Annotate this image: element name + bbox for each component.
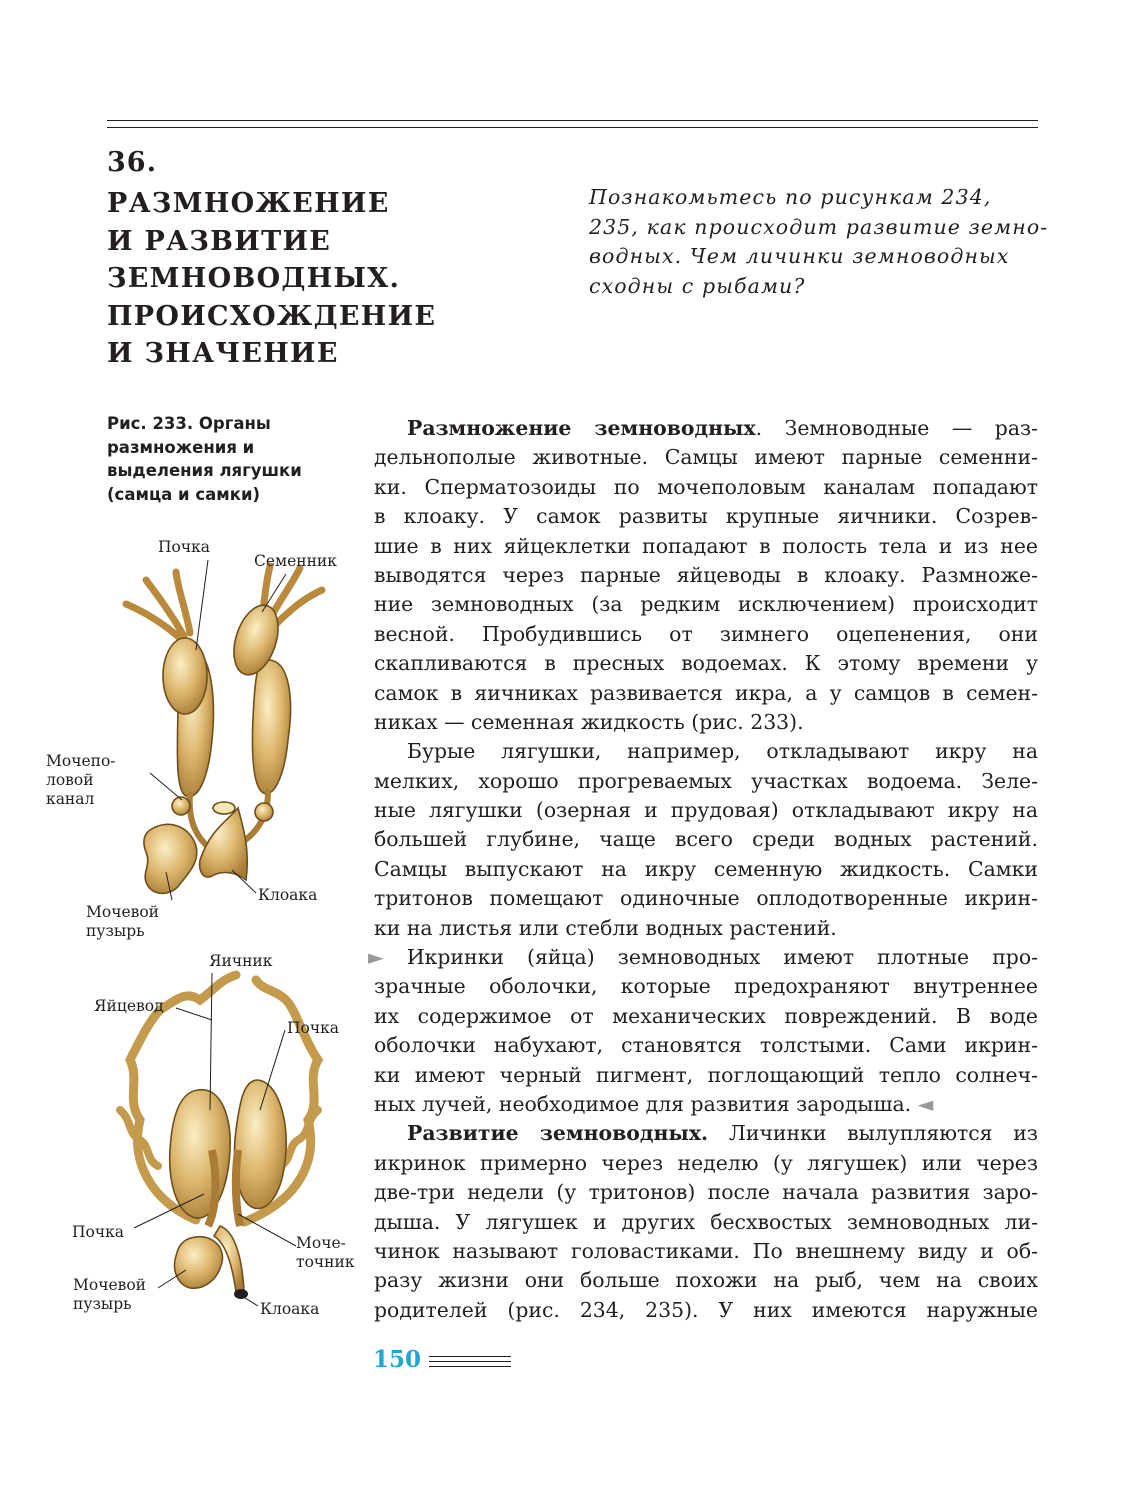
text-line: Бурые лягушки, например, откладывают икру на [407,739,1038,764]
intro-question [589,183,1049,301]
title-line: РАЗМНОЖЕНИЕ [107,188,390,219]
text-line: весной. Пробудившись от зимнего оцепенения, они [374,621,1038,646]
label-line: пузырь [73,1295,132,1313]
text-line: никах — семенная жидкость (рис. 233). [374,709,804,734]
label-line: пузырь [86,922,145,940]
text-line: дельнополые животные. Самцы имеют парные семенни- [374,445,1038,470]
text-line: Размножение земноводных. Земноводные — раз- [407,416,1039,440]
intro-line: водных. Чем личинки земноводных [589,244,1010,268]
text-line: дыша. У лягушек и других бесхвостых земноводных ли- [374,1209,1038,1234]
label-ureter [296,1234,355,1272]
label-male-cloaca: Клоака [258,886,318,904]
text-line: ки имеют черный пигмент, поглощающий тепло солнеч- [374,1062,1038,1087]
subheading-development: Развитие земноводных. [407,1121,709,1146]
text-line: большей глубине, чаще всего среди водных растений. [374,827,1038,852]
text-line: мелких, хорошо прогреваемых участках водоема. Зеле- [374,768,1038,793]
label-line: точник [296,1253,355,1271]
label-male-bladder [86,903,159,941]
intro-line: 235, как происходит развитие земно- [589,214,1049,239]
text-line: родителей (рис. 234, 235). У них имеются наружные [374,1297,1038,1322]
title-line: ПРОИСХОЖДЕНИЕ [107,300,437,332]
intro-line: сходны с рыбами? [589,273,806,298]
intro-line: Познакомьтесь по рисункам 234, [589,185,992,209]
label-female-cloaca: Клоака [260,1300,320,1318]
title-line: ЗЕМНОВОДНЫХ. [107,263,401,294]
subheading-reproduction: Размножение земноводных [407,416,756,440]
text-line: оболочки набухают, становятся толстыми. Сами икрин- [374,1033,1038,1058]
label-line: Мочевой [86,903,160,921]
page-number-rule [429,1361,511,1362]
label-male-kidney: Почка [158,538,211,556]
label-line: Мочевой [73,1276,147,1294]
caption-line: (самца и самки) [107,484,261,504]
margin-marker-start: ► [368,945,384,970]
text-line: в клоаку. У самок развиты крупные яичники. Созрев- [374,504,1038,529]
label-oviduct: Яйцевод [94,997,164,1015]
text-line: Развитие земноводных. Личинки вылупляются из [407,1121,1038,1146]
title-line: И РАЗВИТИЕ [107,225,332,257]
page-number-rule [429,1366,511,1367]
label-female-kidney-left: Почка [72,1223,125,1241]
title-line: И ЗНАЧЕНИЕ [107,338,339,369]
margin-marker-end: ◄ [917,1091,934,1116]
section-number: 36. [107,147,157,178]
text-line: икринок примерно через неделю (у лягушек) или через [374,1150,1038,1175]
text-line: две-три недели (у тритонов) после начала развития заро- [374,1180,1038,1205]
label-ovary: Яичник [209,952,273,970]
label-female-kidney-top: Почка [287,1019,340,1037]
label-line: канал [46,790,95,808]
text-line: ки на листья или стебли водных растений. [374,915,837,940]
label-urogenital-duct [46,752,116,809]
frog-organs-illustration [0,0,380,1340]
page-number-rule [429,1356,511,1357]
text-line: ние земноводных (за редким исключением) происходит [374,592,1038,617]
text-line: их содержимое от механических повреждений. В воде [374,1003,1038,1028]
text-line: ные лягушки (озерная и прудовая) откладывают икру на [374,798,1038,823]
male-organs-drawing [126,566,322,893]
label-line: Мочепо- [46,752,116,770]
text-line: Самцы выпускают на икру семенную жидкость. Самки [374,856,1038,881]
caption-line: размножения и [107,437,255,457]
body-text [368,414,1039,1325]
text-line: самок в яичниках развивается икра, а у самцов в семен- [374,680,1038,705]
text-line: ных лучей, необходимое для развития зародыша. ◄ [374,1091,934,1116]
text-line: чинок называют головастиками. По внешнему виду и об- [374,1238,1038,1263]
caption-line: Рис. 233. Органы [107,414,271,433]
text-line: разу жизни они больше похожи на рыб, чем на своих [374,1268,1038,1293]
caption-line: выделения лягушки [107,461,302,480]
text-line: ки. Сперматозоиды по мочеполовым каналам попадают [374,474,1038,499]
label-testis: Семенник [254,552,337,570]
page-number: 150 [373,1346,422,1373]
text-line: тритонов помещают одиночные оплодотворенные икрин- [374,886,1038,911]
label-line: Моче- [296,1234,346,1252]
text-line: зрачные оболочки, которые предохраняют внутреннее [374,974,1038,999]
label-female-bladder [73,1276,146,1314]
text-line: ► Икринки (яйца) земноводных имеют плотные про- [368,945,1039,970]
text-line: шие в них яйцеклетки попадают в полость тела и из нее [374,533,1038,558]
text-line: скапливаются в пресных водоемах. К этому времени у [374,651,1038,676]
text-line: выводятся через парные яйцеводы в клоаку. Размноже- [374,562,1038,587]
label-line: ловой [46,771,94,789]
